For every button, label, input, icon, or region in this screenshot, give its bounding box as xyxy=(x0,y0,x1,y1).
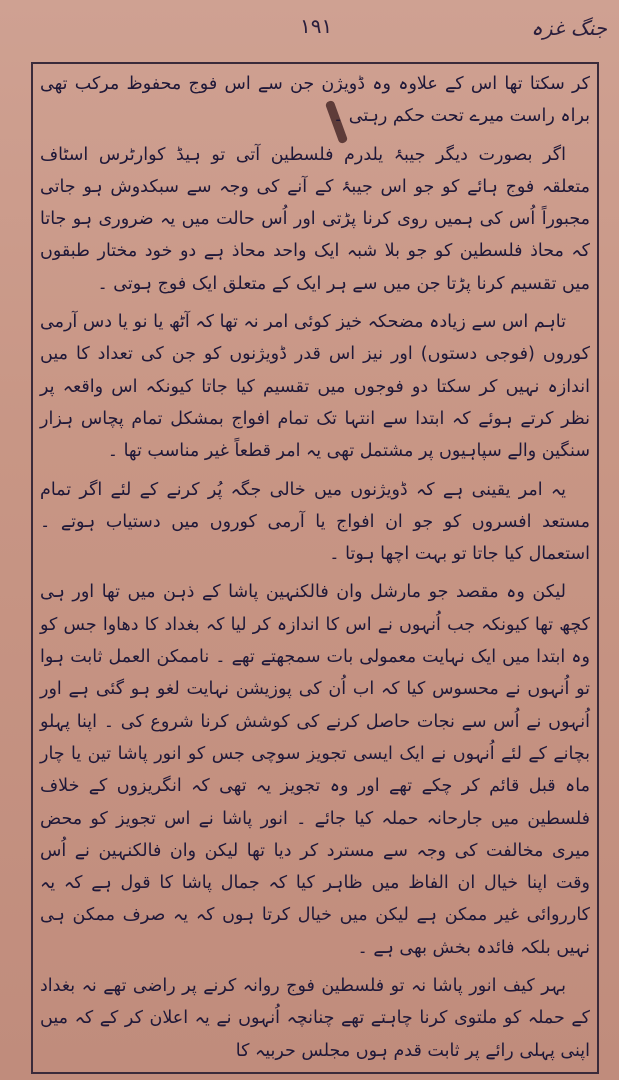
page-header xyxy=(0,14,619,54)
paragraph: کر سکتا تھا اس کے علاوہ وہ ڈویژن جن سے اس فوج محفوظ مرکب تھی براہ راست میرے تحت حکم رہتی ۔ xyxy=(40,74,590,127)
paragraph: اگر بصورت دیگر جیبۂ یلدرم فلسطین آتی تو ہیڈ کوارٹرس اسٹاف متعلقہ فوج ہائے کو جو اس جیبۂ کے آنے کی وجہ سے سبکدوش ہو جاتی مجبوراً اُس کی ہمیں روی کرنا پڑتی اور اُس حالت میں یہ ضروری ہو جاتا کہ محاذ فلسطین کو جو بلا شبہ ایک واحد محاذ ہے دو خود مختار طبقوں میں تقسیم کرنا پڑتا جن میں سے ہر ایک کے متعلق ایک فوج ہوتی ۔ xyxy=(40,144,590,294)
paragraph: تاہم اس سے زیادہ مضحکہ خیز کوئی امر نہ تھا کہ آٹھ یا نو یا دس آرمی کوروں (فوجی دستوں) اور نیز اس قدر ڈویژنوں کو جن کی تعداد کا میں اندازہ نہیں کر سکتا دو فوجوں میں تقسیم کیا جاتا کیونکہ اس واقعہ پر نظر کرتے ہوئے کہ ابتدا سے انتہا تک تمام افواج بمشکل تمام پچاس ہزار سنگین والے سپاہیوں پر مشتمل تھی یہ امر قطعاً غیر مناسب تھا ۔ xyxy=(40,312,590,462)
page-number: ۱۹۱ xyxy=(300,14,333,38)
paragraph: لیکن وہ مقصد جو مارشل وان فالکنہین پاشا کے ذہن میں تھا اور ہی کچھ تھا کیونکہ جب اُنہوں نے اس کا اندازہ کر لیا کہ بغداد کا دھاوا جس کو وہ ابتدا میں ایک نہایت معمولی بات سمجھتے تھے ۔ ناممکن العمل ثابت ہوا تو اُنہوں نے محسوس کیا کہ اب اُن کی پوزیشن نہایت لغو ہو گئی ہے اور اُنہوں نے اُس سے نجات حاصل کرنے کی کوشش کرنا شروع کی ۔ اپنا پہلو بچانے کے لئے اُنہوں نے ایک ایسی تجویز سوچی جس کو انور پاشا تین یا چار ماہ قبل قائم کر چکے تھے اور وہ تجویز یہ تھی کہ انگریزوں کے خلاف فلسطین میں جارحانہ حملہ کیا جائے ۔ انور پاشا نے اس تجویز کو محض میری مخالفت کی وجہ سے مسترد کر دیا تھا لیکن وان فالکنہین نے اُس وقت اپنا خیال ان الفاظ میں ظاہر کیا کہ جمال پاشا کا قول ہے کہ یہ کارروائی غیر ممکن ہے لیکن میں خیال کرتا ہوں کہ یہ صرف ممکن ہی نہیں بلکہ فائدہ بخش بھی ہے ۔ xyxy=(40,582,590,958)
paragraph: بہر کیف انور پاشا نہ تو فلسطین فوج روانہ کرنے پر راضی تھے نہ بغداد کے حملہ کو ملتوی کرنا چاہتے تھے چنانچہ اُنہوں نے یہ اعلان کر کے کہ میں اپنی پہلی رائے پر ثابت قدم ہوں مجلس حربیہ کا xyxy=(40,976,590,1061)
paragraph: یہ امر یقینی ہے کہ ڈویژنوں میں خالی جگہ پُر کرنے کے لئے اگر تمام مستعد افسروں کو جو ان افواج یا آرمی کوروں میں دستیاب ہوتے ۔ استعمال کیا جاتا تو بہت اچھا ہوتا ۔ xyxy=(40,479,590,565)
body-text xyxy=(40,68,590,1068)
chapter-title: جنگ غزہ xyxy=(531,16,607,40)
